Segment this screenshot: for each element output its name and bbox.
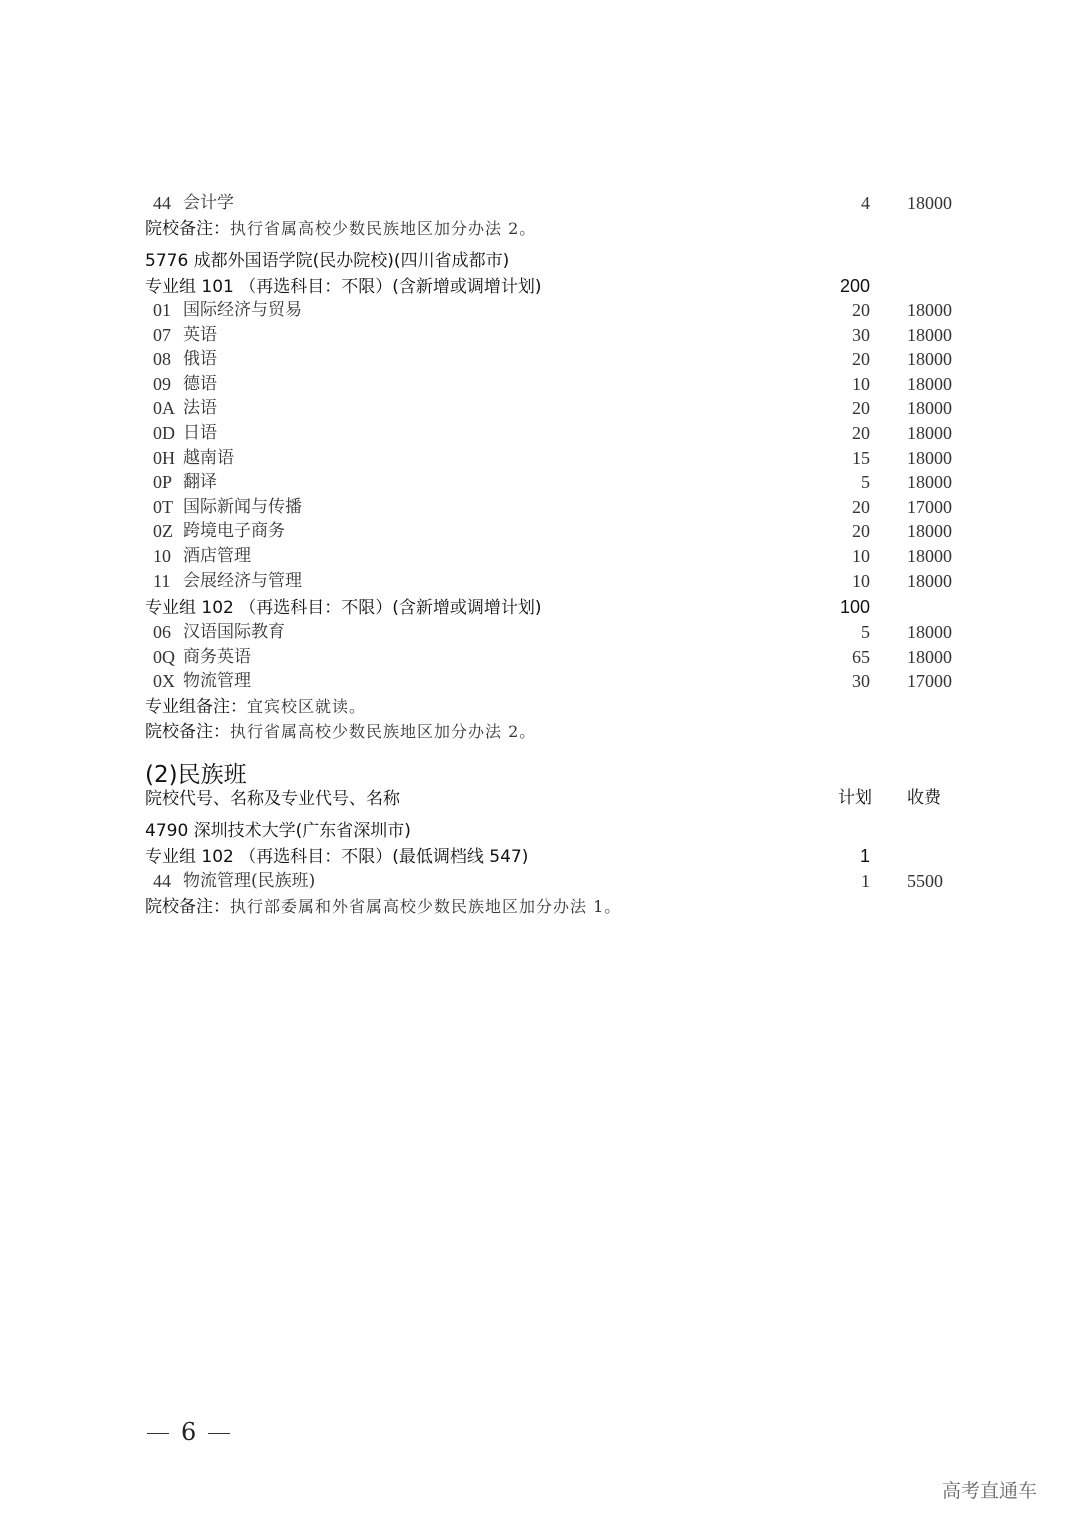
major-code: 10	[153, 546, 171, 566]
major-row	[145, 620, 980, 644]
major-name: 跨境电子商务	[183, 521, 285, 542]
fee: 17000	[907, 496, 952, 517]
major-code: 0P	[153, 472, 173, 493]
watermark: 高考直通车	[942, 1480, 1038, 1502]
note-text: 执行部委属和外省属高校少数民族地区加分办法 1。	[230, 897, 622, 916]
major-name: 法语	[183, 398, 217, 419]
plan-count: 30	[852, 671, 870, 692]
plan-count: 15	[852, 447, 870, 468]
note-label: 专业组备注：	[145, 697, 247, 717]
major-group-101	[145, 274, 980, 298]
fee: 18000	[907, 324, 952, 345]
major-row	[145, 645, 980, 669]
school-note	[145, 216, 980, 240]
school-title: 4790 深圳技术大学(广东省深圳市)	[145, 821, 411, 841]
major-row	[145, 495, 980, 519]
fee: 18000	[907, 193, 952, 213]
major-code: 0Q	[153, 646, 175, 667]
major-row	[145, 323, 980, 347]
note-label: 院校备注：	[145, 219, 230, 239]
fee: 18000	[907, 622, 952, 642]
plan-count: 65	[852, 646, 870, 667]
note-text: 执行省属高校少数民族地区加分办法 2。	[230, 219, 537, 238]
major-row	[145, 396, 980, 420]
note-text: 宜宾校区就读。	[247, 697, 367, 716]
major-row	[145, 347, 980, 371]
major-row	[145, 421, 980, 445]
plan-count: 20	[852, 521, 870, 542]
plan-count: 20	[852, 423, 870, 443]
fee: 18000	[907, 570, 952, 591]
plan-count: 30	[852, 324, 870, 345]
major-code: 44	[153, 871, 171, 891]
fee: 18000	[907, 349, 952, 370]
header-fee: 收费	[907, 788, 941, 808]
section-title: (2)民族班	[145, 762, 247, 788]
major-row	[145, 446, 980, 470]
group-note	[145, 694, 980, 718]
fee: 17000	[907, 671, 952, 692]
header-label: 院校代号、名称及专业代号、名称	[145, 789, 400, 809]
group-plan: 100	[839, 597, 870, 617]
major-name: 酒店管理	[183, 546, 251, 566]
group-title: 专业组 101 （再选科目：不限）(含新增或调增计划)	[145, 277, 542, 297]
group-plan: 1	[859, 846, 870, 866]
fee: 18000	[907, 300, 952, 320]
major-row	[145, 372, 980, 396]
major-code: 0H	[153, 447, 175, 468]
major-name: 国际经济与贸易	[183, 300, 302, 320]
fee: 18000	[907, 447, 952, 468]
major-name: 德语	[183, 373, 217, 394]
note-label: 院校备注：	[145, 722, 230, 742]
plan-count: 4	[861, 193, 870, 213]
fee: 18000	[907, 472, 952, 493]
major-code: 08	[153, 349, 171, 370]
school-note	[145, 894, 980, 918]
major-code: 44	[153, 193, 171, 213]
plan-count: 5	[861, 472, 870, 493]
major-name: 物流管理(民族班)	[183, 871, 316, 891]
major-group-102	[145, 595, 980, 619]
plan-count: 20	[852, 398, 870, 419]
major-name: 英语	[183, 324, 217, 345]
major-code: 09	[153, 373, 171, 394]
major-name: 俄语	[183, 349, 217, 370]
major-name: 国际新闻与传播	[183, 496, 302, 517]
fee: 5500	[907, 871, 943, 891]
major-code: 0T	[153, 496, 173, 517]
major-code: 06	[153, 622, 171, 642]
major-row	[145, 470, 980, 494]
major-name: 商务英语	[183, 646, 251, 667]
group-plan: 200	[839, 276, 870, 296]
note-label: 院校备注：	[145, 897, 230, 917]
major-code: 11	[153, 570, 171, 591]
page-number-text: 6	[181, 1418, 197, 1446]
fee: 18000	[907, 373, 952, 394]
major-row	[145, 569, 980, 593]
school-title: 5776 成都外国语学院(民办院校)(四川省成都市)	[145, 251, 510, 271]
plan-count: 20	[852, 496, 870, 517]
plan-count: 10	[852, 546, 870, 566]
major-row	[145, 191, 980, 215]
dash-right	[208, 1433, 230, 1434]
major-row	[145, 298, 980, 322]
fee: 18000	[907, 521, 952, 542]
major-code: 07	[153, 324, 171, 345]
plan-count: 1	[861, 871, 870, 891]
major-code: 0X	[153, 671, 175, 692]
plan-count: 10	[852, 373, 870, 394]
major-code: 0D	[153, 423, 175, 443]
major-name: 汉语国际教育	[183, 622, 285, 642]
major-row	[145, 544, 980, 568]
fee: 18000	[907, 398, 952, 419]
major-code: 01	[153, 300, 171, 320]
fee: 18000	[907, 546, 952, 566]
major-name: 物流管理	[183, 671, 251, 692]
group-title: 专业组 102 （再选科目：不限）(含新增或调增计划)	[145, 598, 542, 618]
dash-left	[147, 1433, 169, 1434]
major-code: 0Z	[153, 521, 173, 542]
header-plan: 计划	[838, 788, 872, 808]
page-number	[145, 1418, 230, 1446]
table-header	[145, 786, 980, 810]
fee: 18000	[907, 646, 952, 667]
note-text: 执行省属高校少数民族地区加分办法 2。	[230, 722, 537, 741]
plan-count: 5	[861, 622, 870, 642]
major-name: 日语	[183, 423, 217, 443]
major-row	[145, 669, 980, 693]
major-name: 会展经济与管理	[183, 570, 302, 591]
major-group	[145, 844, 980, 868]
plan-count: 10	[852, 570, 870, 591]
major-code: 0A	[153, 398, 175, 419]
plan-count: 20	[852, 300, 870, 320]
fee: 18000	[907, 423, 952, 443]
major-row	[145, 869, 980, 893]
major-name: 会计学	[183, 193, 234, 213]
plan-count: 20	[852, 349, 870, 370]
major-row	[145, 519, 980, 543]
major-name: 越南语	[183, 447, 234, 468]
school-note	[145, 719, 980, 743]
major-name: 翻译	[183, 472, 217, 493]
group-title: 专业组 102 （再选科目：不限）(最低调档线 547)	[145, 847, 529, 867]
